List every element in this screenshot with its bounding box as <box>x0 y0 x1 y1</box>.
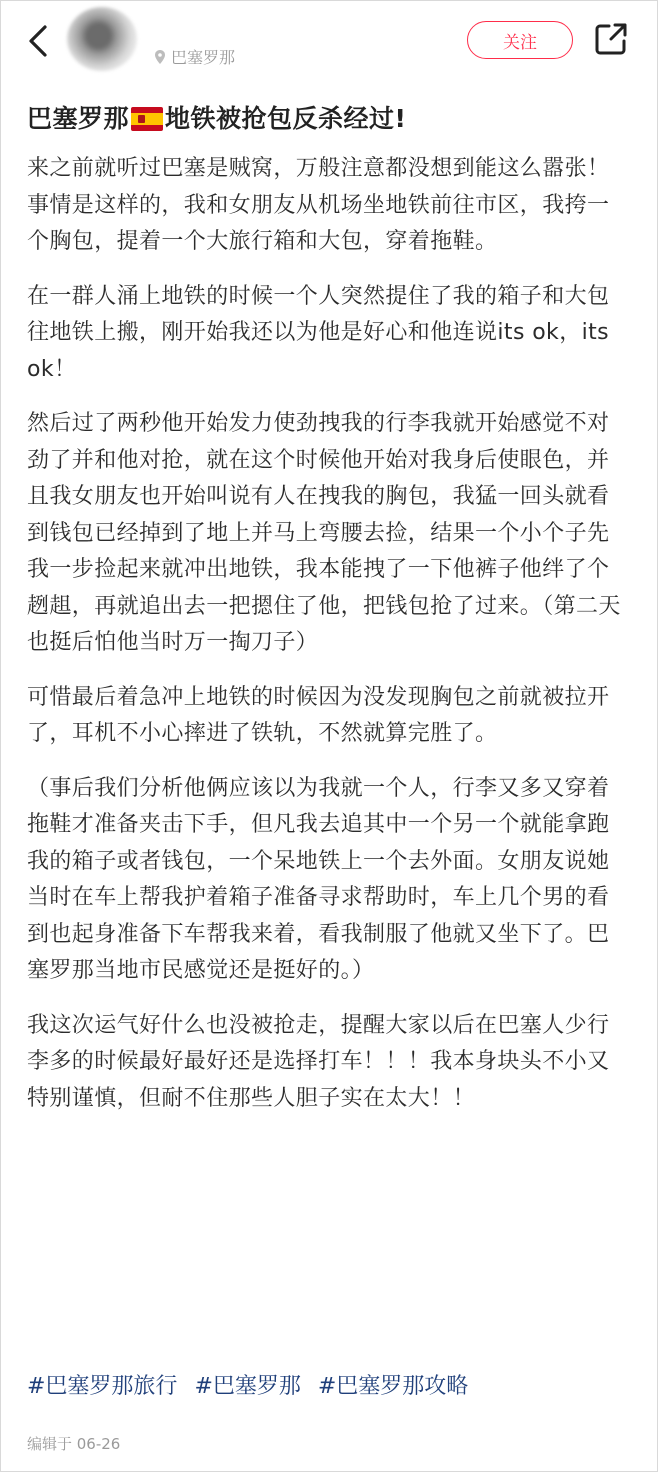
paragraph: 然后过了两秒他开始发力使劲拽我的行李我就开始感觉不对劲了并和他对抢，就在这个时候他开始对我身后使眼色，并且我女朋友也开始叫说有人在拽我的胸包，我猛一回头就看到钱包已经掉到了地上并马上弯腰去捡，结果一个小个子先我一步捡起来就冲出地铁，我本能拽了一下他裤子他绊了个趔趄，再就追出去一把摁住了他，把钱包抢了过来。（第二天也挺后怕他当时万一掏刀子） <box>27 411 621 655</box>
hashtag-link[interactable]: #巴塞罗那 <box>194 1374 301 1399</box>
post-body <box>27 151 627 1117</box>
title-part-2: 地铁被抢包反杀经过! <box>165 104 407 133</box>
title-part-1: 巴塞罗那 <box>27 104 130 133</box>
paragraph: （事后我们分析他俩应该以为我就一个人，行李又多又穿着拖鞋才准备夹击下手，但凡我去追其中一个另一个就能拿跑我的箱子或者钱包，一个呆地铁上一个去外面。女朋友说她当时在车上帮我护着箱子准备寻求帮助时，车上几个男的看到也起身准备下车帮我来着，看我制服了他就又坐下了。巴塞罗那当地市民感觉还是挺好的。） <box>27 775 610 983</box>
paragraph: 我这次运气好什么也没被抢走，提醒大家以后在巴塞人少行李多的时候最好最好还是选择打车！！！我本身块头不小又特别谨慎，但耐不住那些人胆子实在太大！！ <box>27 1012 610 1111</box>
share-icon[interactable] <box>593 21 629 57</box>
hashtag-list <box>27 1369 478 1405</box>
back-chevron-left-icon[interactable] <box>23 23 53 59</box>
location-tag <box>153 45 235 68</box>
follow-button[interactable]: 关注 <box>467 21 573 59</box>
top-bar <box>1 1 657 81</box>
hashtag-link[interactable]: #巴塞罗那攻略 <box>317 1374 469 1399</box>
location-label: 巴塞罗那 <box>171 48 236 67</box>
paragraph: 来之前就听过巴塞是贼窝，万般注意都没想到能这么嚣张！ <box>27 156 610 181</box>
spain-flag-icon <box>131 107 163 131</box>
avatar[interactable] <box>67 7 137 71</box>
edit-date: 编辑于 06-26 <box>27 1435 121 1453</box>
hashtag-link[interactable]: #巴塞罗那旅行 <box>27 1374 178 1399</box>
paragraph: 可惜最后着急冲上地铁的时候因为没发现胸包之前就被拉开了，耳机不小心摔进了铁轨，不然就算完胜了。 <box>27 684 610 746</box>
post-title <box>27 101 637 137</box>
paragraph: 在一群人涌上地铁的时候一个人突然提住了我的箱子和大包往地铁上搬，刚开始我还以为他是好心和他连说its ok，its ok！ <box>27 283 610 382</box>
paragraph: 事情是这样的，我和女朋友从机场坐地铁前往市区，我挎一个胸包，提着一个大旅行箱和大包，穿着拖鞋。 <box>27 192 610 254</box>
location-pin-icon <box>153 49 167 65</box>
